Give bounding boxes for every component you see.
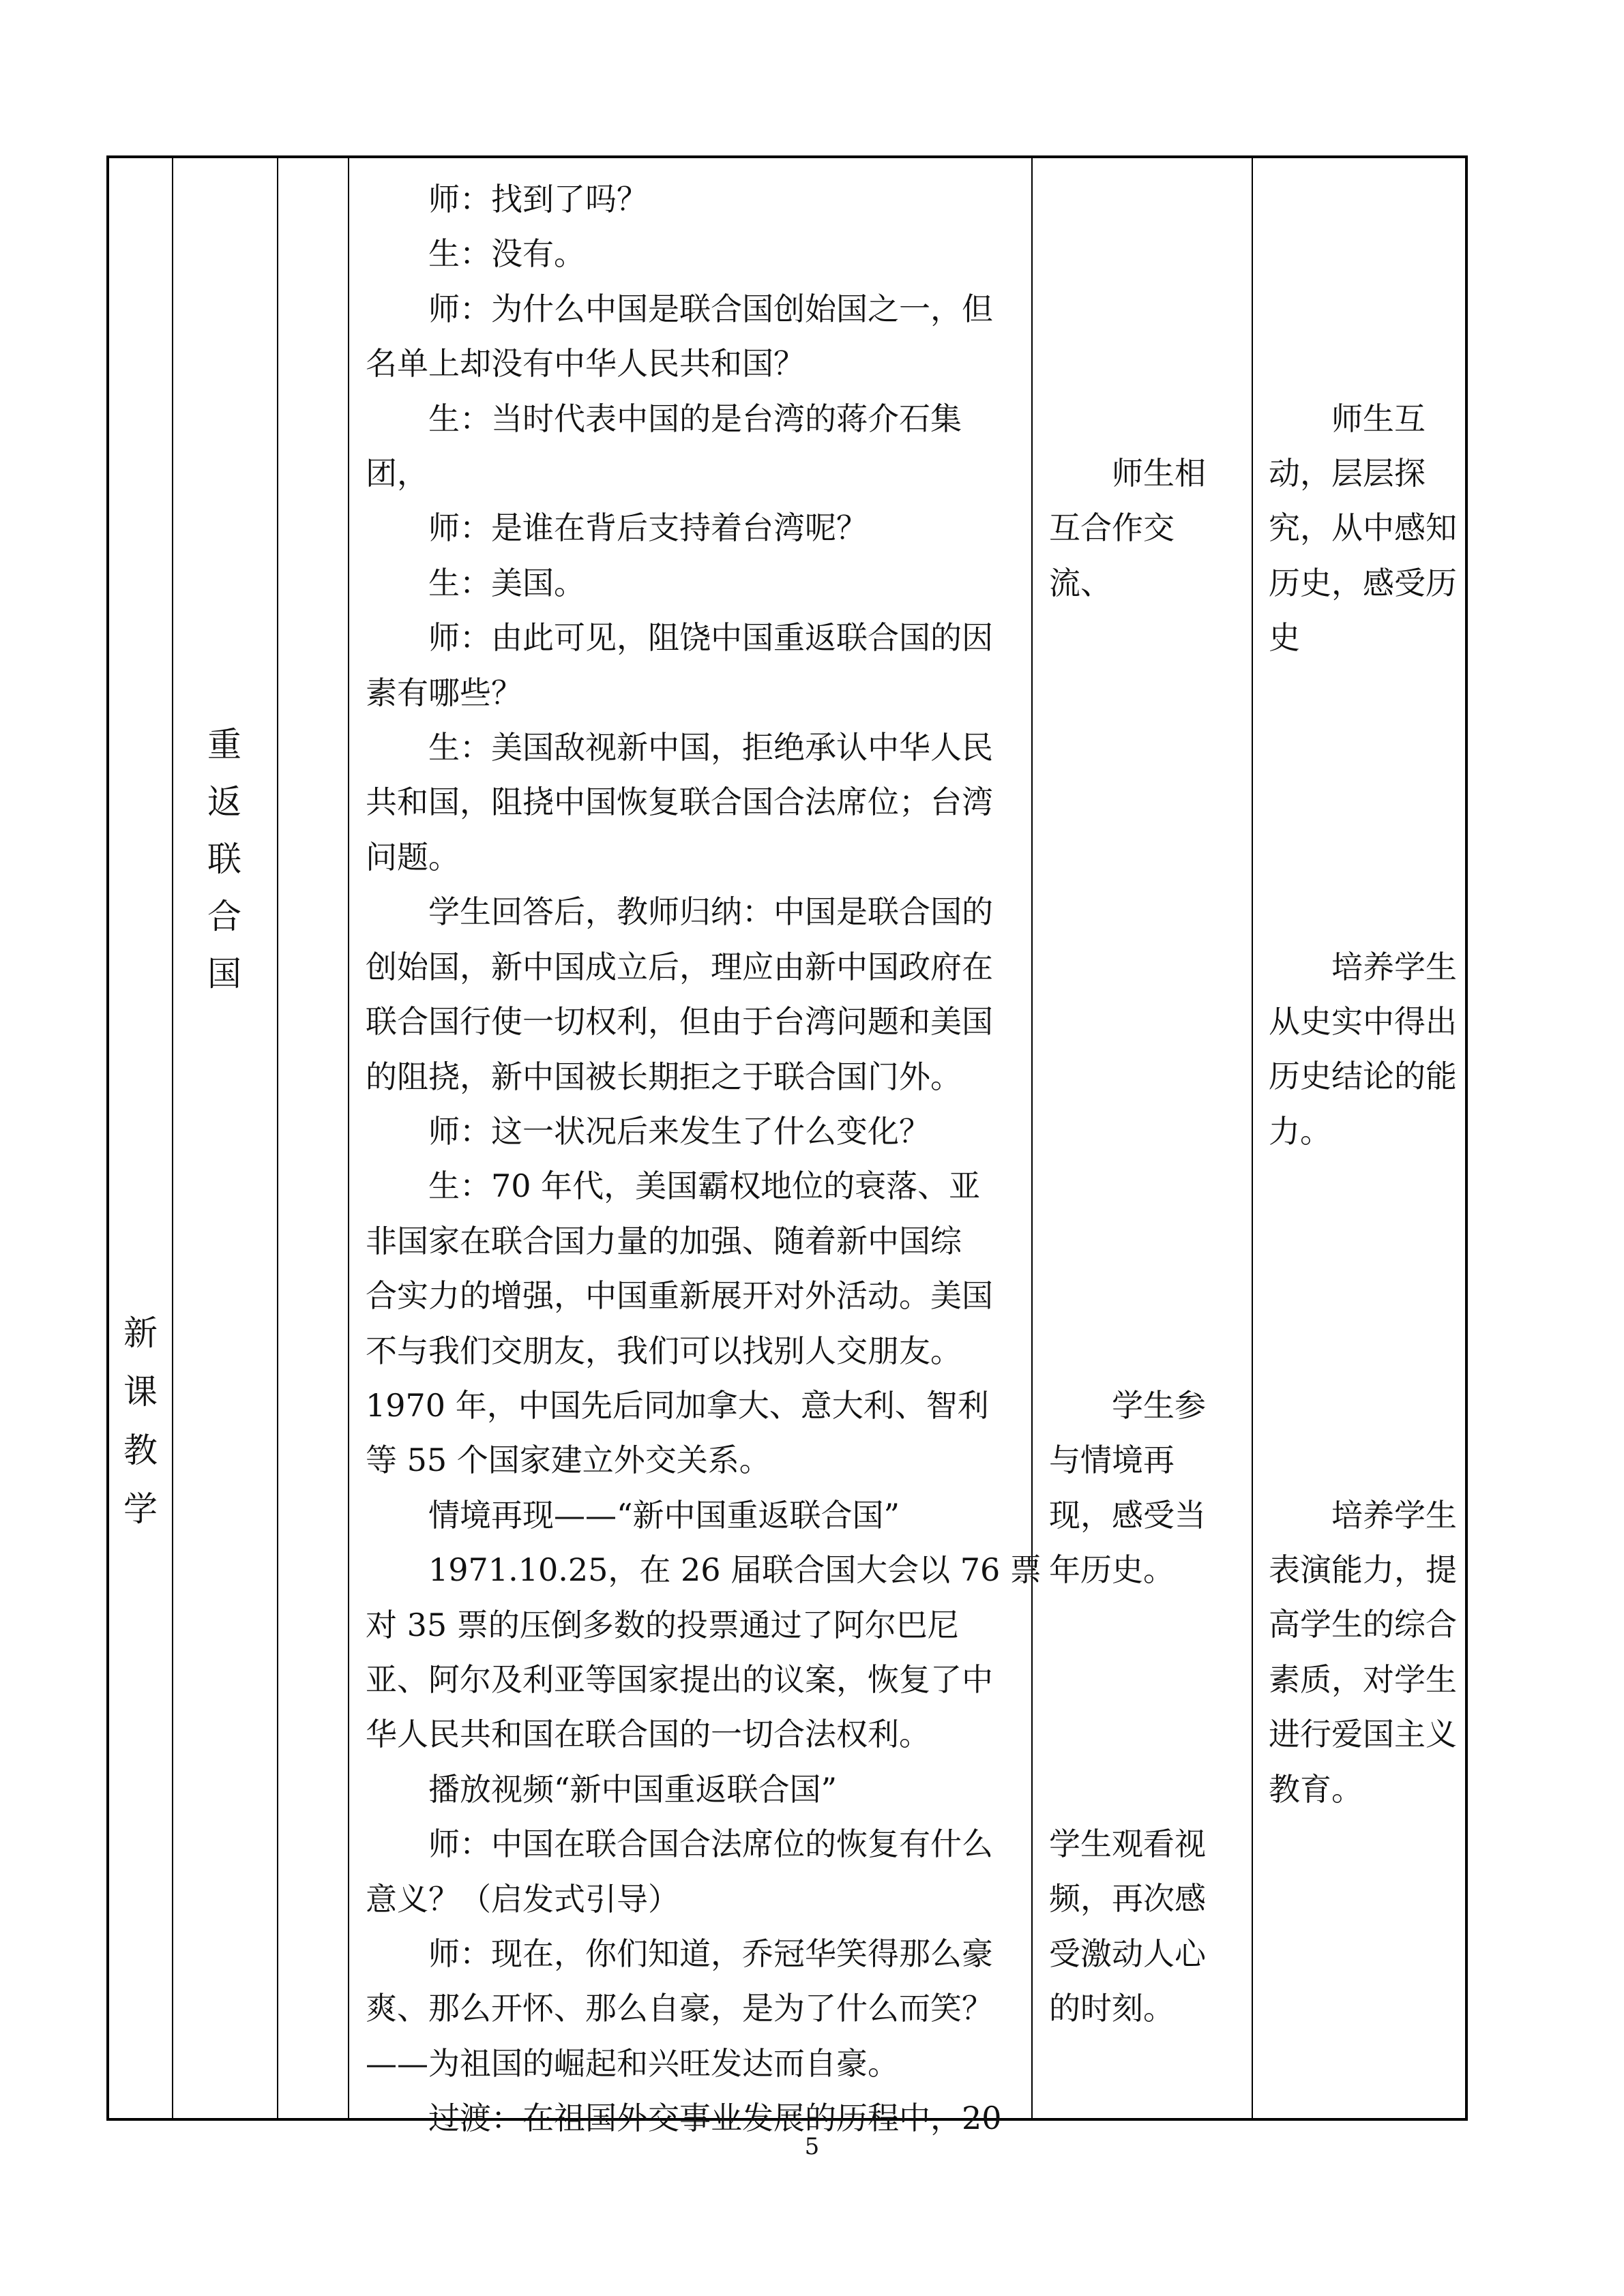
column-divider	[1252, 158, 1253, 2118]
column-divider	[172, 158, 173, 2118]
content-line	[366, 1324, 1042, 1378]
line-text: 力。	[1269, 1112, 1331, 1150]
line-text: 现，感受当	[1049, 1496, 1206, 1534]
line-text: 流、	[1049, 564, 1112, 601]
line-text: 师：为什么中国是联合国创始国之一，但	[428, 290, 993, 327]
line-text: 学生观看视	[1049, 1825, 1206, 1862]
content-line	[366, 282, 1042, 336]
teaching-content-cell	[366, 172, 1042, 2146]
line-text: 学生参	[1112, 1386, 1206, 1424]
line-text: 素有哪些？	[366, 674, 522, 711]
content-line	[366, 884, 1042, 939]
line-text: 师生相	[1112, 455, 1206, 492]
line-text: 与情境再	[1049, 1442, 1175, 1479]
content-line	[366, 336, 1042, 391]
line-text: 年历史。	[1049, 1551, 1175, 1589]
line-text: 动，层层探	[1269, 455, 1426, 492]
line-text: 表演能力，提	[1269, 1551, 1457, 1588]
student-activity-note-line	[1049, 1433, 1206, 1487]
line-text: 联合国行使一切权利，但由于台湾问题和美国	[366, 1003, 993, 1041]
teaching-stage-label	[109, 1304, 172, 1538]
content-line	[366, 1268, 1042, 1323]
content-line	[366, 1049, 1042, 1104]
line-text: 从史实中得出	[1269, 1003, 1457, 1040]
student-activity-note-line	[1049, 1488, 1206, 1542]
line-text: 高学生的综合	[1269, 1606, 1457, 1643]
line-text: 究，从中感知	[1269, 509, 1457, 547]
line-text: 师生互	[1331, 400, 1426, 437]
design-intent-note-line	[1269, 556, 1457, 610]
line-text: 非国家在联合国力量的加强、随着新中国综	[366, 1222, 962, 1259]
section-title-char: 联	[207, 839, 241, 879]
line-text: 1970 年，中国先后同加拿大、意大利、智利	[366, 1386, 989, 1424]
design-intent-note-line	[1269, 446, 1457, 501]
design-intent-note-line	[1269, 1597, 1457, 1652]
content-line	[366, 1104, 1042, 1159]
content-line	[366, 1542, 1042, 1597]
content-line	[366, 172, 1042, 226]
student-activity-note-line	[1049, 1981, 1206, 2036]
line-text: 培养学生	[1331, 948, 1457, 985]
line-text: 对 35 票的压倒多数的投票通过了阿尔巴尼	[366, 1606, 959, 1643]
stage-label-char: 学	[123, 1489, 158, 1529]
design-intent-note-line	[1269, 1707, 1457, 1761]
line-text: 历史结论的能	[1269, 1058, 1457, 1095]
design-intent-note-line	[1269, 501, 1457, 555]
line-text: 师：这一状况后来发生了什么变化？	[428, 1112, 930, 1150]
section-title-char: 重	[207, 725, 241, 764]
content-line	[366, 556, 1042, 610]
line-text: 师：现在，你们知道，乔冠华笑得那么豪	[428, 1935, 993, 1972]
content-line	[366, 1817, 1042, 1871]
line-text: 师：是谁在背后支持着台湾呢？	[428, 509, 868, 547]
content-line	[366, 1981, 1042, 2036]
line-text: ——为祖国的崛起和兴旺发达而自豪。	[366, 2044, 899, 2082]
design-intent-note	[1269, 391, 1457, 666]
lesson-table	[106, 155, 1468, 2137]
line-text: 生：美国敌视新中国，拒绝承认中华人民	[428, 729, 993, 766]
line-text: 受激动人心	[1049, 1935, 1206, 1972]
design-intent-note-line	[1269, 940, 1457, 994]
content-line	[366, 666, 1042, 720]
stage-label-char: 课	[123, 1372, 158, 1412]
student-activity-note-line	[1049, 1542, 1206, 1597]
content-line	[366, 2036, 1042, 2091]
student-activity-note-line	[1049, 1817, 1206, 1871]
section-title-char: 国	[207, 954, 241, 994]
stage-label-char: 教	[123, 1431, 158, 1470]
content-line	[366, 994, 1042, 1049]
design-intent-note-line	[1269, 391, 1457, 446]
line-text: 过渡：在祖国外交事业发展的历程中，20	[428, 2100, 1002, 2137]
line-text: 华人民共和国在联合国的一切合法权利。	[366, 1716, 930, 1753]
line-text: 生：美国。	[428, 564, 585, 601]
line-text: 进行爱国主义	[1269, 1716, 1457, 1753]
content-line	[366, 226, 1042, 281]
content-line	[366, 1707, 1042, 1761]
line-text: 史	[1269, 619, 1300, 657]
line-text: 的阻挠，新中国被长期拒之于联合国门外。	[366, 1058, 962, 1095]
content-line	[366, 1159, 1042, 1213]
line-text: 互合作交	[1049, 509, 1175, 547]
student-activity-note-line	[1049, 1926, 1206, 1981]
content-line	[366, 720, 1042, 775]
content-line	[366, 1872, 1042, 1926]
line-text: 问题。	[366, 838, 460, 876]
design-intent-note-line	[1269, 994, 1457, 1049]
design-intent-note-line	[1269, 1488, 1457, 1542]
content-line	[366, 1378, 1042, 1433]
line-text: 创始国，新中国成立后，理应由新中国政府在	[366, 948, 993, 985]
student-activity-note	[1049, 446, 1206, 610]
line-text: 爽、那么开怀、那么自豪，是为了什么而笑？	[366, 1990, 993, 2027]
design-intent-note	[1269, 940, 1457, 1159]
content-line	[366, 775, 1042, 829]
content-line	[366, 1926, 1042, 1981]
line-text: 生：70 年代，美国霸权地位的衰落、亚	[428, 1167, 981, 1205]
design-intent-note-line	[1269, 1652, 1457, 1707]
line-text: 教育。	[1269, 1770, 1363, 1808]
line-text: 的时刻。	[1049, 1990, 1175, 2027]
content-line	[366, 501, 1042, 555]
content-line	[366, 1214, 1042, 1268]
line-text: 生：当时代表中国的是台湾的蒋介石集	[428, 400, 962, 437]
line-text: 播放视频“新中国重返联合国”	[428, 1770, 838, 1808]
student-activity-note	[1049, 1378, 1206, 1598]
line-text: 历史，感受历	[1269, 564, 1457, 601]
line-text: 生：没有。	[428, 235, 585, 273]
line-text: 情境再现——“新中国重返联合国”	[428, 1496, 900, 1534]
section-title-char: 返	[207, 782, 241, 822]
design-intent-note-line	[1269, 610, 1457, 665]
design-intent-note-line	[1269, 1542, 1457, 1597]
page-number: 5	[804, 2133, 820, 2160]
content-line	[366, 610, 1042, 665]
student-activity-note-line	[1049, 446, 1206, 501]
line-text: 师：找到了吗？	[428, 181, 648, 218]
design-intent-note-line	[1269, 1049, 1457, 1103]
line-text: 培养学生	[1331, 1496, 1457, 1534]
student-activity-note-line	[1049, 1871, 1206, 1926]
design-intent-note-line	[1269, 1762, 1457, 1817]
section-title-char: 合	[207, 897, 241, 936]
column-divider	[348, 158, 349, 2118]
student-activity-note-line	[1049, 501, 1206, 555]
line-text: 不与我们交朋友，我们可以找别人交朋友。	[366, 1332, 962, 1369]
line-text: 共和国，阻挠中国恢复联合国合法席位；台湾	[366, 784, 993, 821]
line-text: 频，再次感	[1049, 1880, 1206, 1918]
content-line	[366, 446, 1042, 501]
line-text: 亚、阿尔及利亚等国家提出的议案，恢复了中	[366, 1660, 993, 1698]
line-text: 素质，对学生	[1269, 1660, 1457, 1698]
line-text: 师：中国在联合国合法席位的恢复有什么	[428, 1825, 993, 1863]
section-title-vertical	[172, 716, 277, 1002]
stage-label-char: 新	[123, 1313, 158, 1353]
line-text: 学生回答后，教师归纳：中国是联合国的	[428, 893, 993, 931]
line-text: 等 55 个国家建立外交关系。	[366, 1442, 771, 1479]
content-line	[366, 1598, 1042, 1652]
line-text: 1971.10.25，在 26 届联合国大会以 76 票	[428, 1551, 1042, 1589]
design-intent-note	[1269, 1488, 1457, 1817]
design-intent-note-line	[1269, 1104, 1457, 1159]
content-line	[366, 830, 1042, 884]
content-line	[366, 1433, 1042, 1487]
student-activity-note-line	[1049, 556, 1206, 610]
line-text: 合实力的增强，中国重新展开对外活动。美国	[366, 1277, 993, 1315]
line-text: 师：由此可见，阻饶中国重返联合国的因	[428, 619, 993, 657]
line-text: 意义？（启发式引导）	[366, 1880, 679, 1918]
student-activity-note-line	[1049, 1378, 1206, 1433]
content-line	[366, 940, 1042, 994]
content-line	[366, 391, 1042, 446]
content-line	[366, 1652, 1042, 1707]
column-divider	[277, 158, 278, 2118]
student-activity-note	[1049, 1817, 1206, 2036]
line-text: 团，	[366, 455, 428, 492]
content-line	[366, 1488, 1042, 1542]
line-text: 名单上却没有中华人民共和国？	[366, 345, 805, 383]
content-line	[366, 1762, 1042, 1817]
